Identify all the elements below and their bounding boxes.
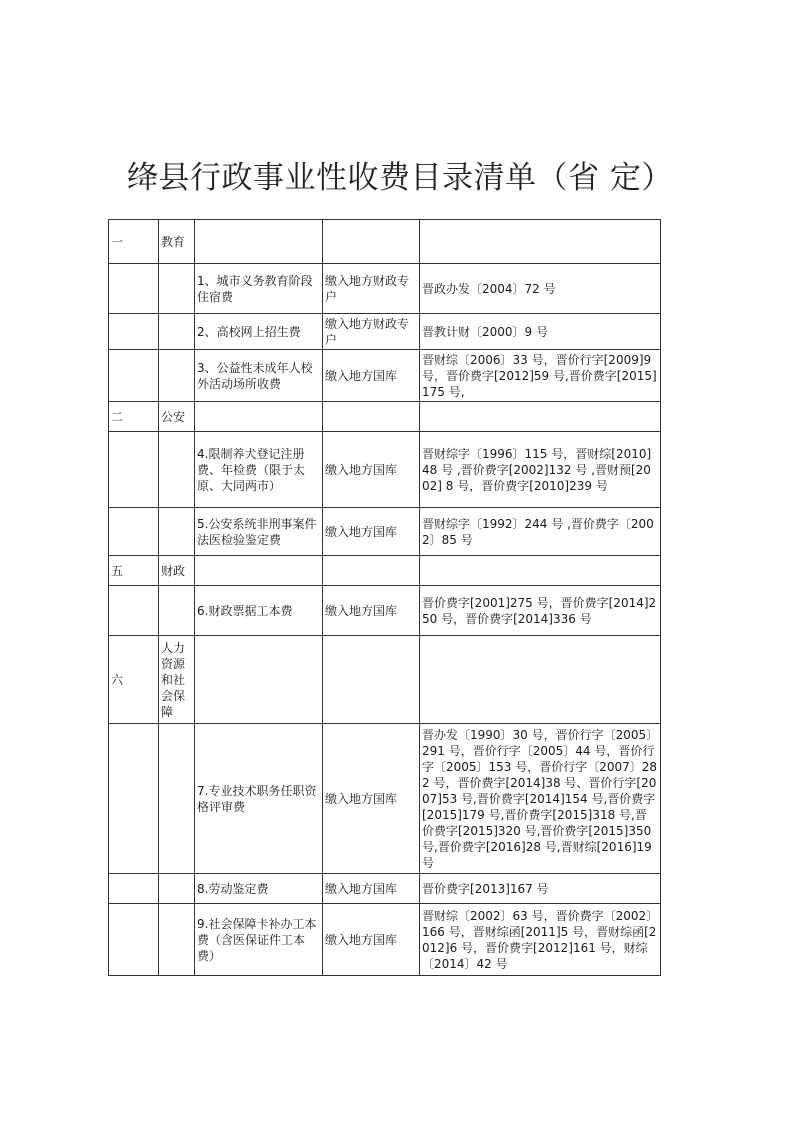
fee-policy-basis: 晋财综〔2002〕63 号，晋价费字〔2002〕166 号，晋财综函[2011]5 号，晋财综函[2012]6 号，晋价费字[2012]161 号，财综〔2014〕42 号 (420, 904, 661, 976)
category-number: 二 (109, 402, 159, 432)
fee-item-name: 3、公益性未成年人校外活动场所收费 (195, 350, 323, 402)
fee-management-method: 缴入地方国库 (323, 904, 420, 976)
fee-management-method: 缴入地方财政专户 (323, 314, 420, 350)
fee-item-row (109, 350, 661, 402)
fee-policy-basis: 晋政办发〔2004〕72 号 (420, 264, 661, 314)
fee-policy-basis: 晋财综字〔1992〕244 号 ,晋价费字〔2002〕85 号 (420, 508, 661, 556)
category-row-public-security (109, 402, 661, 432)
category-name: 人力资源和社会保障 (159, 636, 195, 724)
fee-item-name: 4.限制养犬登记注册费、年检费（限于太原、大同两市） (195, 432, 323, 508)
fee-item-name: 8.劳动鉴定费 (195, 874, 323, 904)
category-name: 教育 (159, 220, 195, 264)
fee-policy-basis: 晋办发〔1990〕30 号，晋价行字〔2005〕291 号，晋价行字〔2005〕44 号，晋价行字〔2005〕153 号，晋价行字〔2007〕282 号，晋价费字[2014]38 号、晋价行字[2007]53 号,晋价费字[2014]154 号,晋价费字[2015]179 号,晋价费字[2015]318 号,晋价费字[2015]320 号,晋价费字[2015]350 号,晋价费字[2016]28 号,晋财综[2016]19 号 (420, 724, 661, 874)
fee-policy-basis: 晋价费字[2001]275 号，晋价费字[2014]250 号，晋价费字[2014]336 号 (420, 586, 661, 636)
fee-item-row (109, 264, 661, 314)
fee-item-name: 5.公安系统非刑事案件法医检验鉴定费 (195, 508, 323, 556)
fee-item-name: 2、高校网上招生费 (195, 314, 323, 350)
fee-management-method: 缴入地方国库 (323, 350, 420, 402)
category-number: 六 (109, 636, 159, 724)
category-row-hr (109, 636, 661, 724)
fee-item-name: 9.社会保障卡补办工本费（含医保证件工本费） (195, 904, 323, 976)
fee-management-method: 缴入地方国库 (323, 724, 420, 874)
fee-item-row (109, 724, 661, 874)
category-name: 财政 (159, 556, 195, 586)
fee-policy-basis: 晋财综〔2006〕33 号，晋价行字[2009]9 号，晋价费字[2012]59 号,晋价费字[2015]175 号, (420, 350, 661, 402)
fee-item-name: 1、城市义务教育阶段住宿费 (195, 264, 323, 314)
category-number: 五 (109, 556, 159, 586)
fee-item-row (109, 904, 661, 976)
fee-catalog-table (108, 219, 661, 976)
category-row-finance (109, 556, 661, 586)
fee-policy-basis: 晋财综字〔1996〕115 号，晋财综[2010]48 号 ,晋价费字[2002]132 号 ,晋财预[2002] 8 号，晋价费字[2010]239 号 (420, 432, 661, 508)
document-title: 绛县行政事业性收费目录清单（省 定） (127, 160, 673, 196)
fee-item-row (109, 586, 661, 636)
fee-item-row (109, 508, 661, 556)
fee-item-row (109, 314, 661, 350)
fee-management-method: 缴入地方国库 (323, 586, 420, 636)
fee-management-method: 缴入地方国库 (323, 874, 420, 904)
fee-item-row (109, 874, 661, 904)
fee-item-row (109, 432, 661, 508)
fee-management-method: 缴入地方国库 (323, 432, 420, 508)
fee-policy-basis: 晋教计财〔2000〕9 号 (420, 314, 661, 350)
fee-item-name: 7.专业技术职务任职资格评审费 (195, 724, 323, 874)
category-row-education (109, 220, 661, 264)
category-number: 一 (109, 220, 159, 264)
fee-management-method: 缴入地方国库 (323, 508, 420, 556)
fee-management-method: 缴入地方财政专户 (323, 264, 420, 314)
fee-item-name: 6.财政票据工本费 (195, 586, 323, 636)
fee-policy-basis: 晋价费字[2013]167 号 (420, 874, 661, 904)
category-name: 公安 (159, 402, 195, 432)
